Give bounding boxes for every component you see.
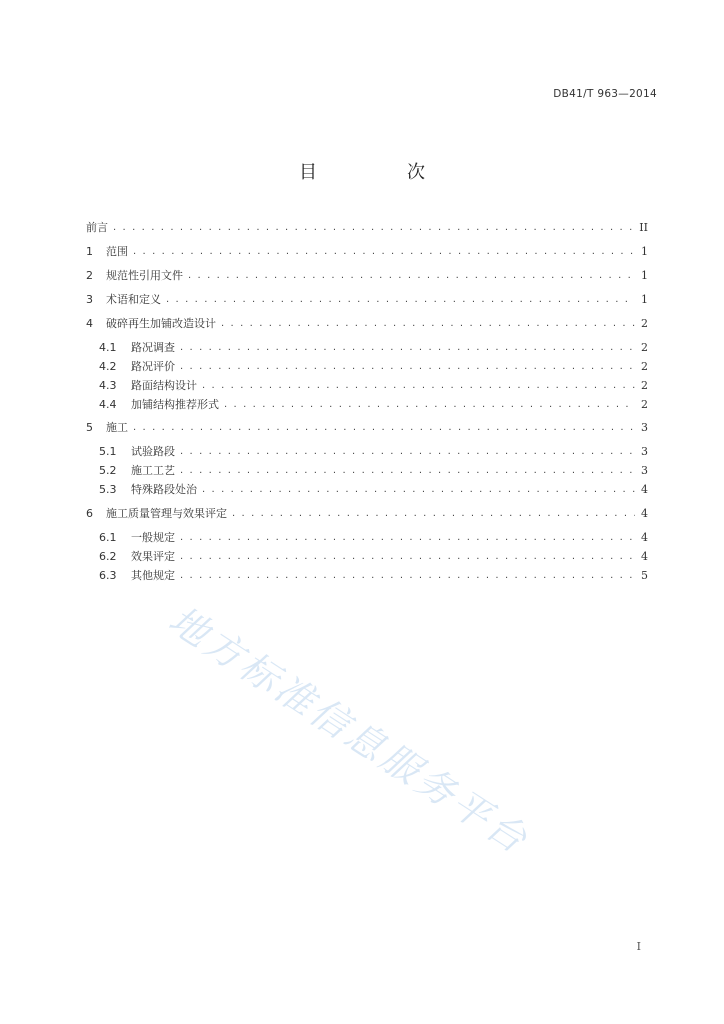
toc-entry-number: 4.3 [99,378,117,392]
toc-dot-leader [180,532,635,543]
toc-entry-number: 4.1 [99,340,117,354]
toc-entry[interactable] [86,418,648,436]
toc-entry-page: 4 [641,506,648,520]
toc-entry[interactable] [86,242,648,260]
toc-entry[interactable] [99,480,648,498]
toc-entry[interactable] [99,338,648,356]
toc-entry-number: 6.2 [99,549,117,563]
toc-entry-number: 6 [86,506,93,520]
toc-entry-label: 范围 [106,245,128,258]
toc-entry-label: 规范性引用文件 [106,269,183,282]
toc-entry-page: 4 [641,549,648,563]
toc-entry-page: 3 [641,420,648,434]
toc-dot-leader [202,380,635,391]
toc-entry[interactable] [99,461,648,479]
toc-entry-page: 2 [641,397,648,411]
toc-entry-label: 路况调查 [131,341,175,354]
toc-entry-page: II [639,220,648,234]
toc-dot-leader [180,551,635,562]
toc-entry-label: 效果评定 [131,550,175,563]
toc-entry-page: 2 [641,316,648,330]
toc-entry-label: 术语和定义 [106,293,161,306]
toc-entry-label: 施工工艺 [131,464,175,477]
toc-entry-page: 4 [641,530,648,544]
toc-entry-number: 2 [86,268,93,282]
toc-entry-number: 5.3 [99,482,117,496]
toc-entry-page: 4 [641,482,648,496]
toc-title: 目 次 [299,162,461,183]
watermark: 地方标准信息服务平台 [161,597,538,864]
toc-entry-label: 一般规定 [131,531,175,544]
toc-entry[interactable] [99,442,648,460]
toc-entry-page: 3 [641,463,648,477]
toc-entry[interactable] [86,218,648,236]
toc-dot-leader [221,318,635,329]
toc-entry-label: 施工质量管理与效果评定 [106,507,227,520]
toc-dot-leader [180,465,635,476]
toc-dot-leader [180,570,635,581]
toc-entry[interactable] [86,504,648,522]
toc-entry-label: 破碎再生加铺改造设计 [106,317,216,330]
toc-entry[interactable] [86,266,648,284]
page-number: I [636,940,641,953]
toc-entry-page: 1 [641,244,648,258]
toc-dot-leader [113,222,635,233]
toc-entry[interactable] [99,357,648,375]
toc-dot-leader [188,270,635,281]
toc-entry-number: 5.1 [99,444,117,458]
toc-entry-page: 5 [641,568,648,582]
toc-entry-label: 加铺结构推荐形式 [131,398,219,411]
toc-entry-number: 4.4 [99,397,117,411]
toc-entry-label: 路况评价 [131,360,175,373]
toc-entry-label: 施工 [106,421,128,434]
toc-entry[interactable] [99,376,648,394]
toc-dot-leader [133,246,635,257]
toc-entry[interactable] [99,395,648,413]
toc-entry[interactable] [86,314,648,332]
toc-entry-label: 试验路段 [131,445,175,458]
toc-entry-number: 3 [86,292,93,306]
toc-dot-leader [202,484,635,495]
toc-entry-number: 4 [86,316,93,330]
toc-entry-page: 1 [641,268,648,282]
toc-entry-number: 5.2 [99,463,117,477]
toc-dot-leader [133,422,635,433]
toc-entry[interactable] [99,547,648,565]
toc-entry-number: 1 [86,244,93,258]
document-code: DB41/T 963—2014 [553,88,657,100]
toc-entry-label: 前言 [86,221,108,234]
toc-entry[interactable] [99,528,648,546]
toc-dot-leader [180,342,635,353]
toc-entry-number: 5 [86,420,93,434]
toc-entry-page: 3 [641,444,648,458]
toc-dot-leader [166,294,635,305]
toc-entry-number: 6.1 [99,530,117,544]
toc-entry-label: 特殊路段处治 [131,483,197,496]
toc-entry[interactable] [86,290,648,308]
toc-entry-page: 2 [641,340,648,354]
toc-entry-number: 6.3 [99,568,117,582]
toc-entry-number: 4.2 [99,359,117,373]
toc-entry-label: 路面结构设计 [131,379,197,392]
toc-entry-page: 2 [641,378,648,392]
toc-entry-label: 其他规定 [131,569,175,582]
toc-dot-leader [180,446,635,457]
toc-entry-page: 2 [641,359,648,373]
toc-dot-leader [180,361,635,372]
toc-dot-leader [232,508,635,519]
toc-entry-page: 1 [641,292,648,306]
toc-entry[interactable] [99,566,648,584]
toc-dot-leader [224,399,635,410]
